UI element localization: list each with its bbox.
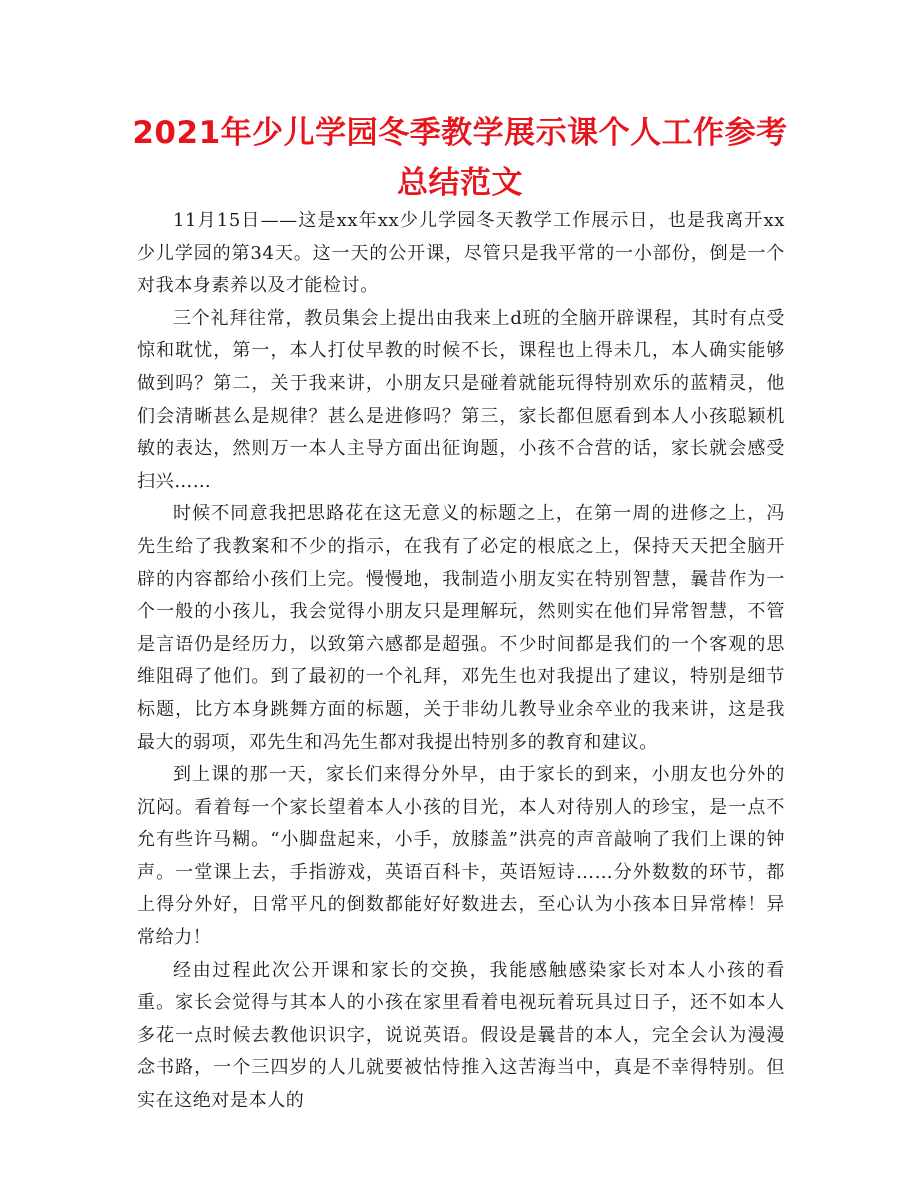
document-title: 2021年少儿学园冬季教学展示课个人工作参考总结范文 — [132, 115, 788, 201]
document-body — [137, 205, 785, 1118]
paragraph-3: 时候不同意我把思路花在这无意义的标题之上，在第一周的进修之上，冯先生给了我教案和不少的指示，在我有了必定的根底之上，保持天天把全脑开辟的内容都给小孩们上完。慢慢地，我制造小朋友实在特别智慧，曩昔作为一个一般的小孩儿，我会觉得小朋友只是理解玩，然则实在他们异常智慧，不管是言语仍是经历力，以致第六感都是超强。不少时间都是我们的一个客观的思维阻碍了他们。到了最初的一个礼拜，邓先生也对我提出了建议，特别是细节标题，比方本身跳舞方面的标题，关于非幼儿教导业余卒业的我来讲，这是我最大的弱项，邓先生和冯先生都对我提出特别多的教育和建议。 — [137, 503, 785, 753]
paragraph-4: 到上课的那一天，家长们来得分外早，由于家长的到来，小朋友也分外的沉闷。看着每一个家长望着本人小孩的目光，本人对待别人的珍宝，是一点不允有些许马糊。“小脚盘起来，小手，放膝盖”洪亮的声音敲响了我们上课的钟声。一堂课上去，手指游戏，英语百科卡，英语短诗……分外数数的环节，都上得分外好，日常平凡的倒数都能好好数进去，至心认为小孩本日异常棒！异常给力！ — [137, 764, 785, 949]
paragraph-1: 11月15日——这是xx年xx少儿学园冬天教学工作展示日，也是我离开xx少儿学园的第34天。这一天的公开课，尽管只是我平常的一小部份，倒是一个对我本身素养以及才能检讨。 — [137, 210, 785, 297]
paragraph-2: 三个礼拜往常，教员集会上提出由我来上d班的全脑开辟课程，其时有点受惊和耽忧，第一，本人打仗早教的时候不长，课程也上得未几，本人确实能够做到吗？第二，关于我来讲，小朋友只是碰着就能玩得特别欢乐的蓝精灵，他们会清晰甚么是规律？甚么是进修吗？第三，家长都但愿看到本人小孩聪颖机敏的表达，然则万一本人主导方面出征询题，小孩不合营的话，家长就会感受扫兴…… — [137, 307, 785, 492]
paragraph-5: 经由过程此次公开课和家长的交换，我能感触感染家长对本人小孩的看重。家长会觉得与其本人的小孩在家里看着电视玩着玩具过日子，还不如本人多花一点时候去教他识识字，说说英语。假设是曩昔的本人，完全会认为漫漫念书路，一个三四岁的人儿就要被怙恃推入这苦海当中，真是不幸得特别。但实在这绝对是本人的 — [137, 959, 785, 1112]
